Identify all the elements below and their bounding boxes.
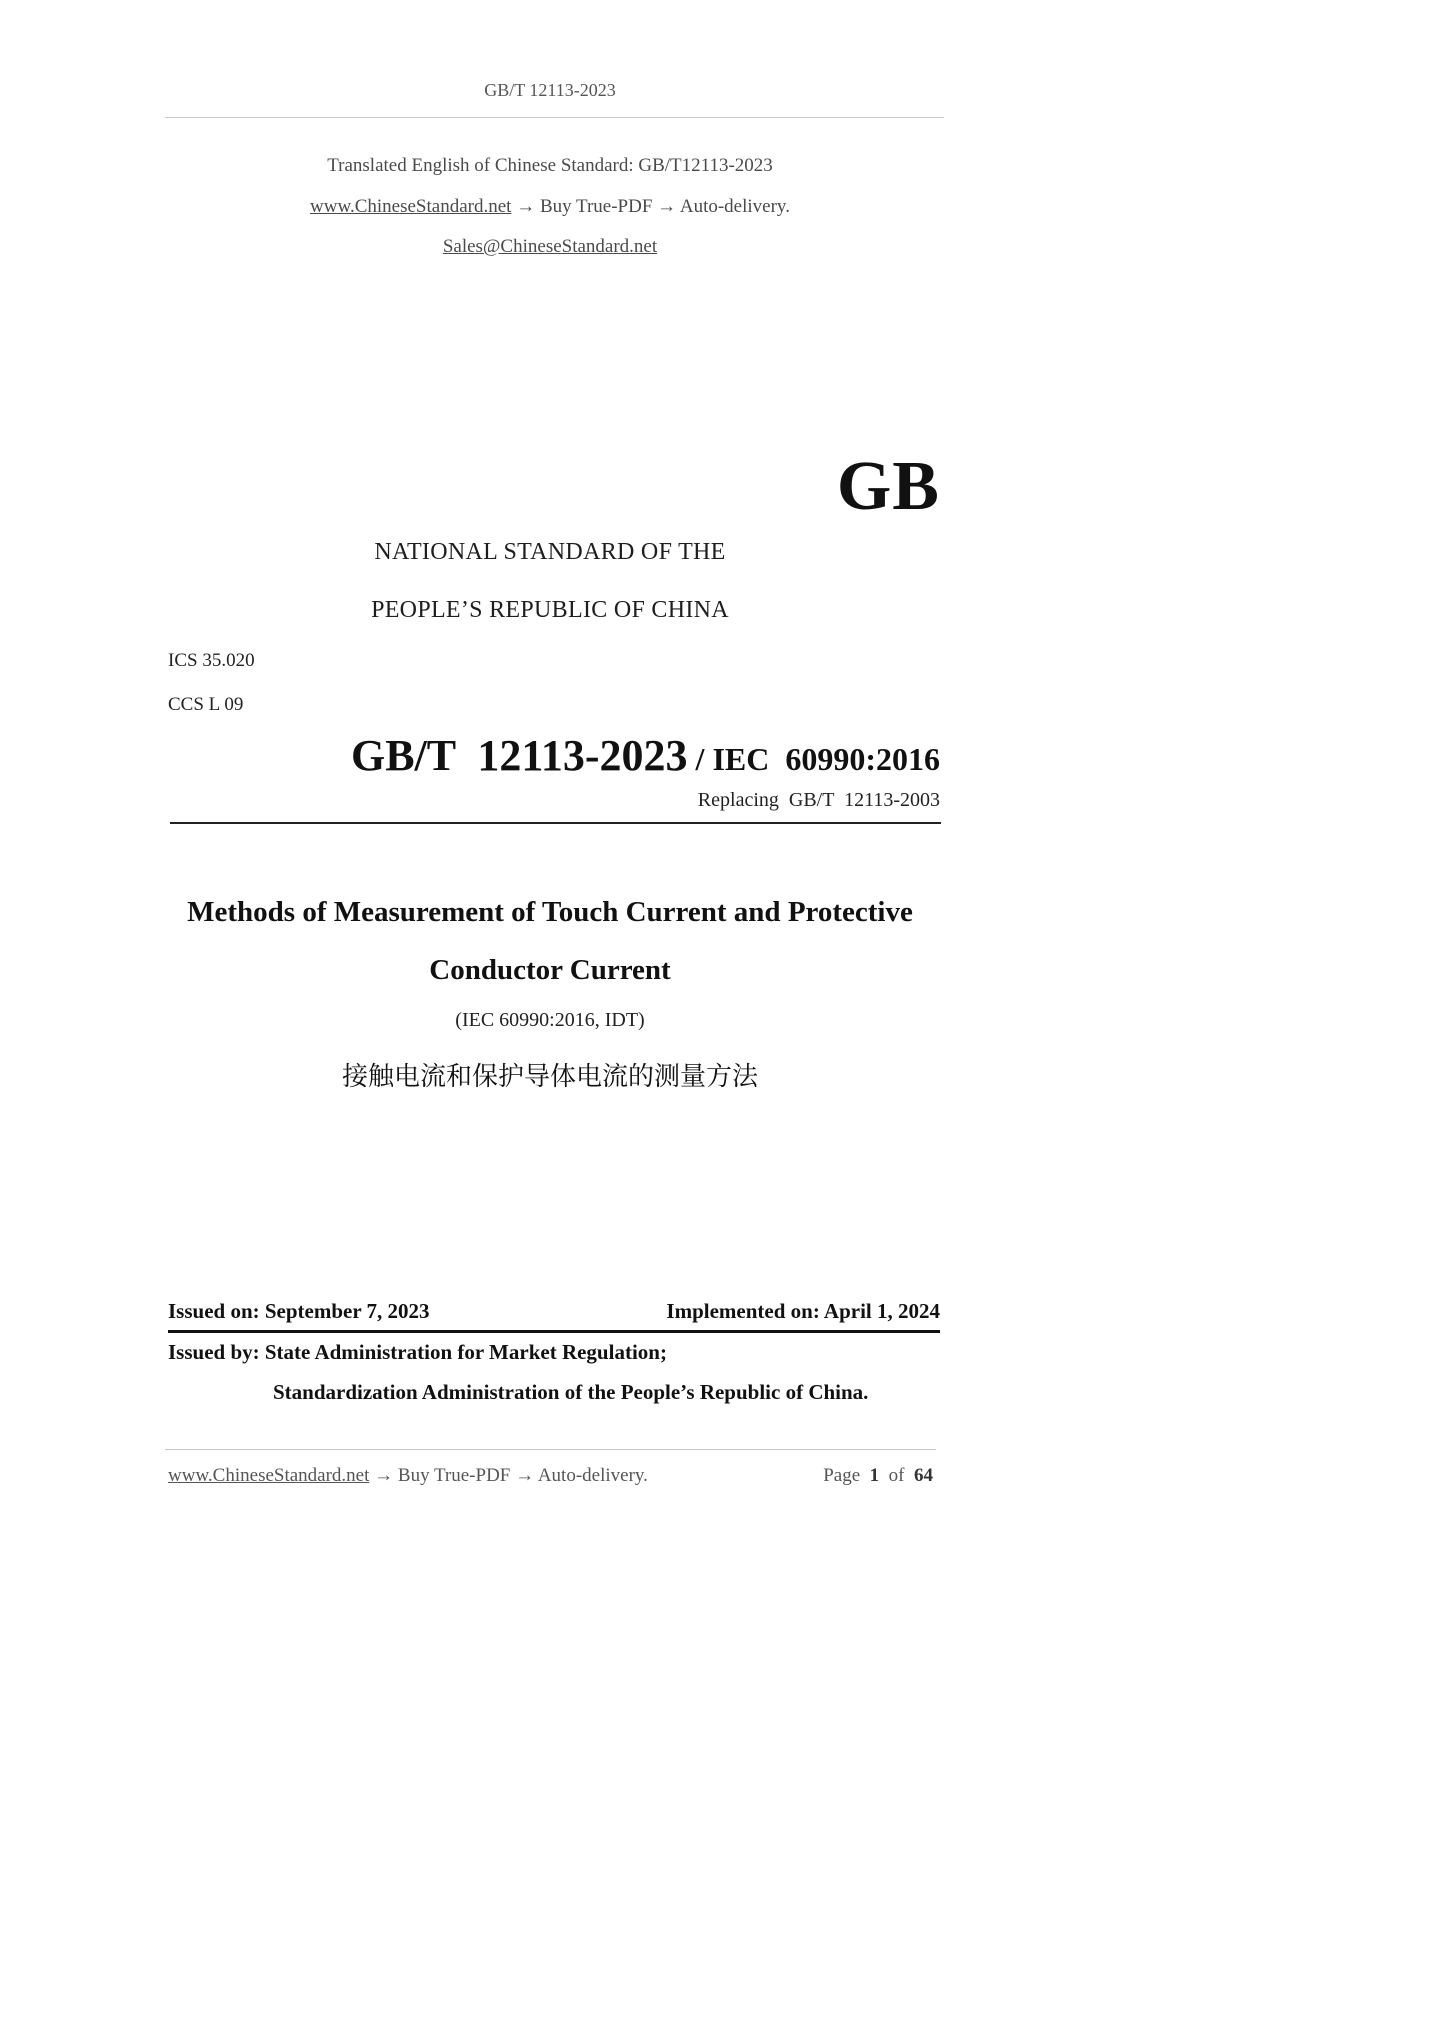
of-label: of <box>888 1465 905 1486</box>
promo-line: Translated English of Chinese Standard: GB/T12113-2023 <box>327 155 773 176</box>
standard-divider <box>170 822 941 824</box>
website-link[interactable]: www.ChineseStandard.net <box>310 196 512 217</box>
email-link[interactable]: Sales@ChineseStandard.net <box>442 236 658 257</box>
footer-buy-text: → Buy True-PDF → Auto-delivery. <box>369 1465 648 1486</box>
standard-separator: / <box>687 741 713 777</box>
issuer-line1: Issued by: State Administration for Market Regulation; <box>168 1340 667 1364</box>
gb-logo: GB <box>836 448 940 525</box>
iec-number: IEC 60990:2016 <box>712 741 940 777</box>
footer-website-link[interactable]: www.ChineseStandard.net <box>168 1465 370 1486</box>
promo-link-line <box>0 196 1100 218</box>
idt-note: (IEC 60990:2016, IDT) <box>455 1009 645 1031</box>
ics-code: ICS 35.020 <box>168 650 255 671</box>
title-line1: Methods of Measurement of Touch Current and Protective <box>187 896 913 928</box>
implemented-date: Implemented on: April 1, 2024 <box>666 1299 940 1323</box>
page-total: 64 <box>914 1465 933 1486</box>
dates-row <box>168 1299 940 1324</box>
standard-number-line <box>351 730 940 781</box>
title-line2: Conductor Current <box>429 954 671 986</box>
page-counter <box>823 1465 933 1487</box>
page-label: Page <box>823 1465 861 1486</box>
email-line <box>0 236 1100 258</box>
dates-divider <box>168 1330 940 1333</box>
header-divider <box>165 117 944 118</box>
running-header: GB/T 12113-2023 <box>484 80 616 100</box>
footer-divider <box>165 1449 936 1450</box>
footer-promo <box>168 1465 648 1487</box>
standard-number: GB/T 12113-2023 <box>350 731 688 780</box>
promo-buy-text: → Buy True-PDF → Auto-delivery. <box>511 196 790 217</box>
page-number: 1 <box>869 1465 880 1486</box>
chinese-title: 接触电流和保护导体电流的测量方法 <box>341 1062 758 1092</box>
issuer-line2: Standardization Administration of the People’s Republic of China. <box>273 1380 869 1404</box>
ccs-code: CCS L 09 <box>168 694 244 715</box>
issued-date: Issued on: September 7, 2023 <box>168 1299 430 1323</box>
national-standard-line2: PEOPLE’S REPUBLIC OF CHINA <box>371 597 729 623</box>
national-standard-line1: NATIONAL STANDARD OF THE <box>374 539 726 565</box>
replacing-note: Replacing GB/T 12113-2003 <box>697 789 940 811</box>
